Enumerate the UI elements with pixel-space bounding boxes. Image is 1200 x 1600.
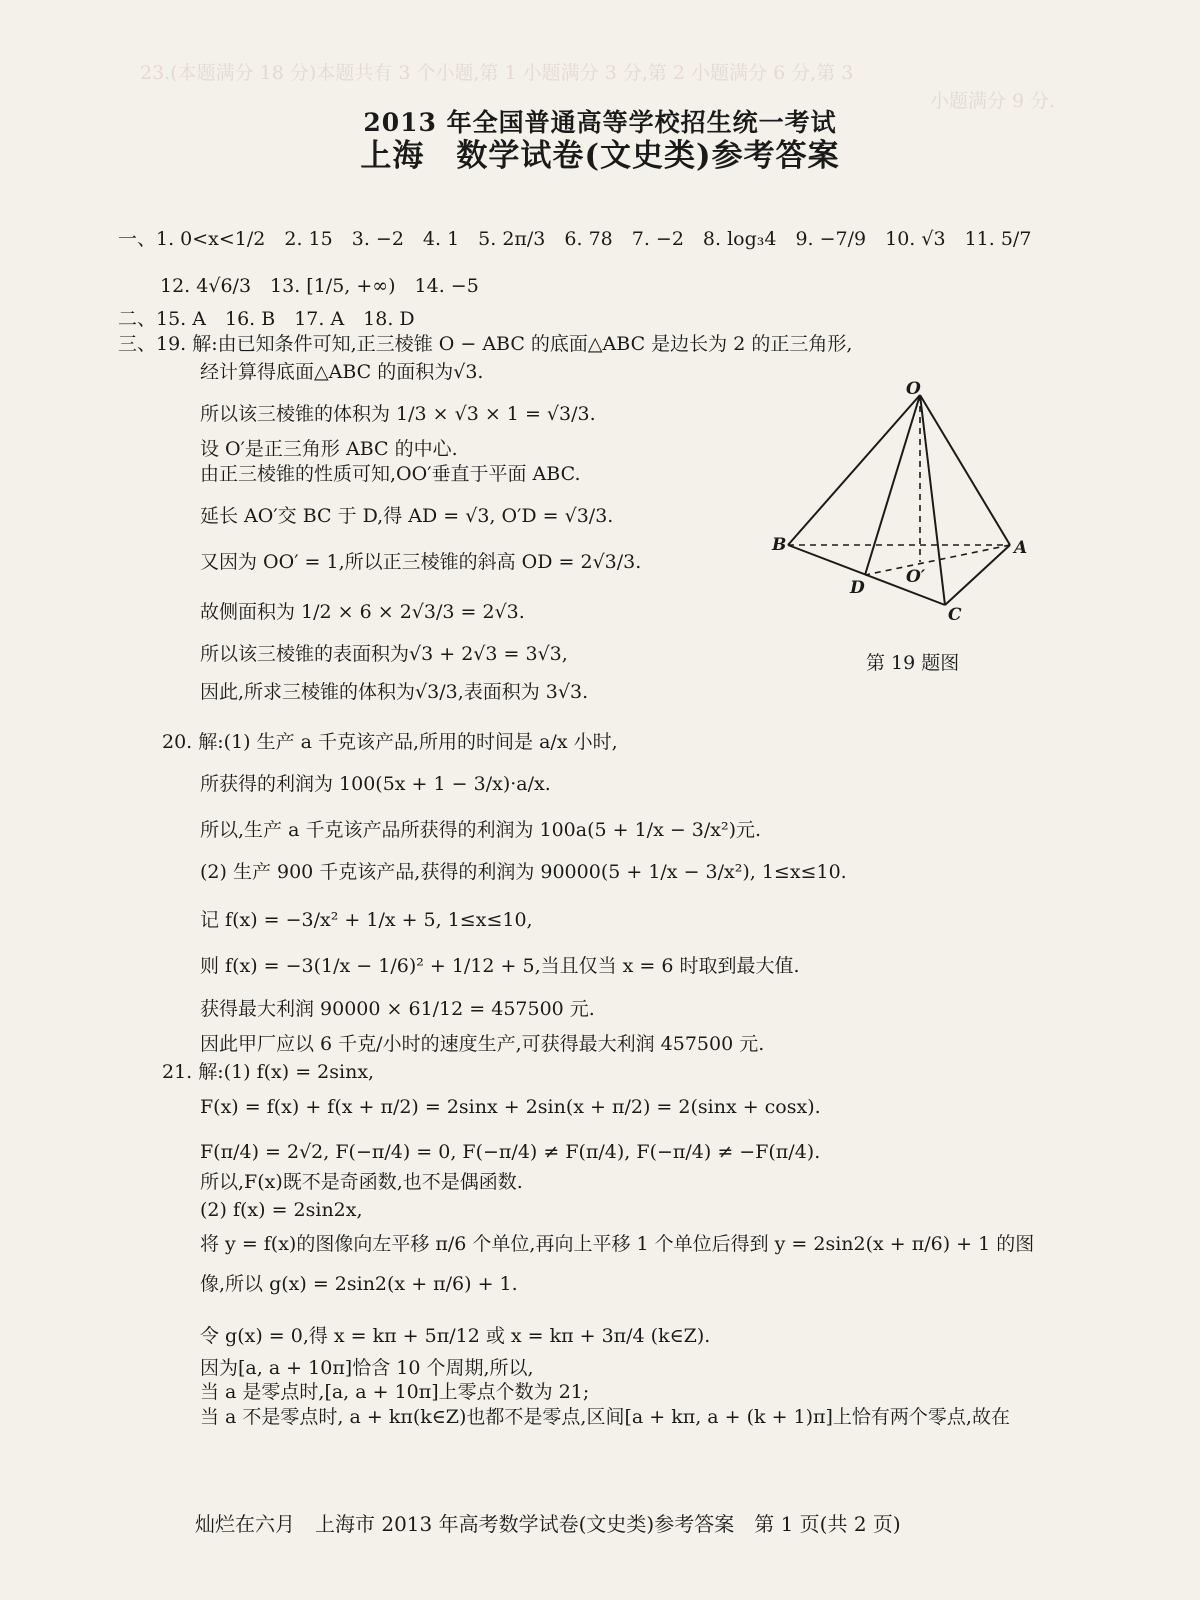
q19-line: 三、19. 解:由已知条件可知,正三棱锥 O − ABC 的底面△ABC 是边长为 2 的正三角形, (118, 333, 853, 355)
q21-line: (2) f(x) = 2sin2x, (200, 1199, 363, 1221)
q21-line: 令 g(x) = 0,得 x = kπ + 5π/12 或 x = kπ + 3π/4 (k∈Z). (200, 1325, 711, 1347)
q19-line: 经计算得底面△ABC 的面积为√3. (200, 361, 484, 383)
q19-line: 由正三棱锥的性质可知,OO′垂直于平面 ABC. (200, 463, 581, 485)
label-D: D (850, 578, 865, 598)
q20-line: (2) 生产 900 千克该产品,获得的利润为 90000(5 + 1/x − 3/x²), 1≤x≤10. (200, 861, 847, 883)
answer-key-title: 上海 数学试卷(文史类)参考答案 (360, 138, 840, 174)
exam-title: 2013 年全国普通高等学校招生统一考试 (363, 108, 837, 137)
choice-answers: 二、15. A 16. B 17. A 18. D (118, 308, 415, 330)
page-footer: 灿烂在六月 上海市 2013 年高考数学试卷(文史类)参考答案 第 1 页(共 2 页) (195, 1512, 901, 1536)
q21-line: F(π/4) = 2√2, F(−π/4) = 0, F(−π/4) ≠ F(π/4), F(−π/4) ≠ −F(π/4). (200, 1141, 821, 1163)
q19-line: 所以该三棱锥的体积为 1/3 × √3 × 1 = √3/3. (200, 403, 596, 425)
label-C: C (948, 605, 962, 625)
edge-OB (788, 395, 920, 545)
q20-line: 所获得的利润为 100(5x + 1 − 3/x)·a/x. (200, 773, 551, 795)
edge-CA (945, 545, 1010, 605)
label-O-prime: O′ (906, 567, 926, 587)
q21-line: 当 a 不是零点时, a + kπ(k∈Z)也都不是零点,区间[a + kπ, a + (k + 1)π]上恰有两个零点,故在 (200, 1406, 1010, 1428)
pyramid-figure (772, 379, 1060, 630)
q21-line: 将 y = f(x)的图像向左平移 π/6 个单位,再向上平移 1 个单位后得到 y = 2sin2(x + π/6) + 1 的图 (200, 1233, 1035, 1255)
q20-line: 获得最大利润 90000 × 61/12 = 457500 元. (200, 998, 595, 1020)
q21-line: 当 a 是零点时,[a, a + 10π]上零点个数为 21; (200, 1381, 590, 1403)
q19-line: 故侧面积为 1/2 × 6 × 2√3/3 = 2√3. (200, 601, 525, 623)
q20-line: 则 f(x) = −3(1/x − 1/6)² + 1/12 + 5,当且仅当 x = 6 时取到最大值. (200, 955, 800, 977)
q20-line: 记 f(x) = −3/x² + 1/x + 5, 1≤x≤10, (200, 909, 533, 931)
figure-caption: 第 19 题图 (866, 652, 960, 674)
q21-line: 21. 解:(1) f(x) = 2sinx, (162, 1061, 375, 1083)
q20-line: 因此甲厂应以 6 千克/小时的速度生产,可获得最大利润 457500 元. (200, 1033, 765, 1055)
q21-line: F(x) = f(x) + f(x + π/2) = 2sinx + 2sin(x + π/2) = 2(sinx + cosx). (200, 1096, 821, 1118)
q20-line: 所以,生产 a 千克该产品所获得的利润为 100a(5 + 1/x − 3/x²)元. (200, 819, 762, 841)
label-O: O (906, 379, 921, 399)
q19-line: 因此,所求三棱锥的体积为√3/3,表面积为 3√3. (200, 681, 589, 703)
edge-OA (920, 395, 1010, 545)
label-B: B (772, 535, 787, 555)
bleed-through-line-1: 23.(本题满分 18 分)本题共有 3 个小题,第 1 小题满分 3 分,第 2 小题满分 6 分,第 3 (140, 62, 854, 84)
label-A: A (1014, 538, 1028, 558)
q19-line: 又因为 OO′ = 1,所以正三棱锥的斜高 OD = 2√3/3. (200, 551, 642, 573)
q20-line: 20. 解:(1) 生产 a 千克该产品,所用的时间是 a/x 小时, (162, 731, 618, 753)
q21-line: 像,所以 g(x) = 2sin2(x + π/6) + 1. (200, 1273, 518, 1295)
q21-line: 所以,F(x)既不是奇函数,也不是偶函数. (200, 1171, 523, 1193)
fill-blank-answers-line-1: 一、1. 0<x<1/2 2. 15 3. −2 4. 1 5. 2π/3 6. 78 7. −2 8. log₃4 9. −7/9 10. √3 11. 5/7 (118, 228, 1032, 250)
bleed-through-line-2: 小题满分 9 分. (930, 90, 1056, 112)
q19-line: 设 O′是正三角形 ABC 的中心. (200, 438, 458, 460)
edge-OD (865, 395, 920, 575)
q21-line: 因为[a, a + 10π]恰含 10 个周期,所以, (200, 1357, 534, 1379)
q19-line: 延长 AO′交 BC 于 D,得 AD = √3, O′D = √3/3. (200, 505, 614, 527)
q19-line: 所以该三棱锥的表面积为√3 + 2√3 = 3√3, (200, 643, 568, 665)
fill-blank-answers-line-2: 12. 4√6/3 13. [1/5, +∞) 14. −5 (160, 275, 479, 297)
